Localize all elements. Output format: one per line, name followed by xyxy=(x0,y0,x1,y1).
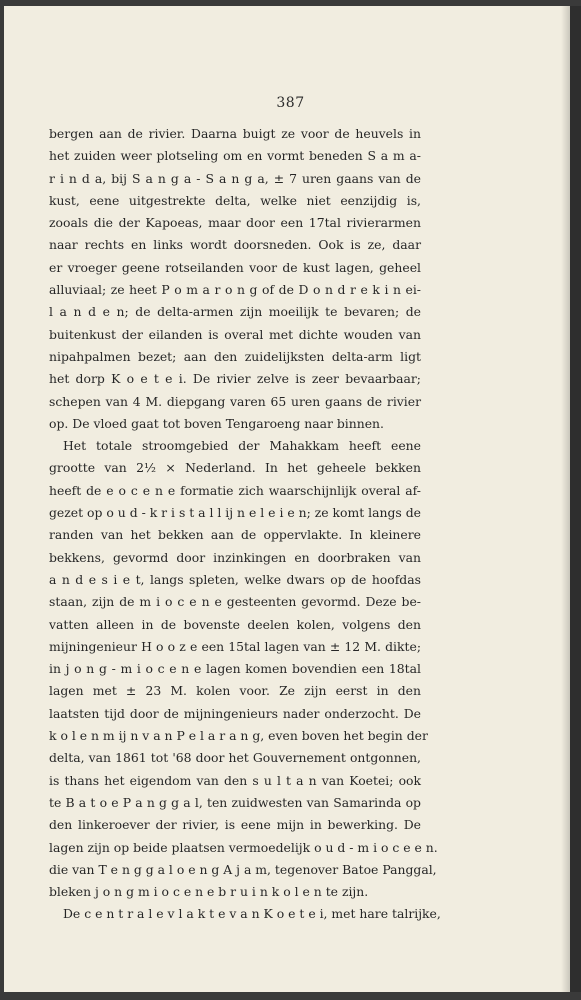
text-line: bleken j o n g m i o c e n e b r u i n k o l e n te zijn. xyxy=(49,884,369,900)
text-line: l a n d e n; de delta-armen zijn moeilijk te bevaren; de xyxy=(49,304,421,320)
text-line: naar rechts en links wordt doorsneden. Ook is ze, daar xyxy=(49,237,421,253)
text-line: in j o n g - m i o c e n e lagen komen bovendien een 18tal xyxy=(49,661,421,677)
text-line: kust, eene uitgestrekte delta, welke niet eenzijdig is, xyxy=(49,192,421,208)
text-line: a n d e s i e t, langs spleten, welke dwars op de hoofdas xyxy=(49,571,421,587)
text-line: is thans het eigendom van den s u l t a n van Koetei; ook xyxy=(49,772,421,788)
text-line: die van T e n g g a l o e n g A j a m, tegenover Batoe Panggal, xyxy=(49,861,437,877)
text-line: te B a t o e P a n g g a l, ten zuidwesten van Samarinda op xyxy=(49,794,421,810)
text-line: het dorp K o e t e i. De rivier zelve is zeer bevaarbaar; xyxy=(49,371,421,387)
page-number: 387 xyxy=(276,95,305,111)
text-line: k o l e n m ij n v a n P e l a r a n g, even boven het begin der xyxy=(49,728,428,744)
text-line: vatten alleen in de bovenste deelen kolen, volgens den xyxy=(49,616,421,632)
text-line: heeft de e o c e n e formatie zich waarschijnlijk overal af- xyxy=(49,482,421,498)
text-line: laatsten tijd door de mijningenieurs nader onderzocht. De xyxy=(49,705,421,721)
text-line: gezet op o u d - k r i s t a l l ij n e l e i e n; ze komt langs de xyxy=(49,505,421,521)
text-line: den linkeroever der rivier, is eene mijn in bewerking. De xyxy=(49,817,421,833)
text-line: lagen met ± 23 M. kolen voor. Ze zijn eerst in den xyxy=(49,683,421,699)
text-line: nipahpalmen bezet; aan den zuidelijksten delta-arm ligt xyxy=(49,348,421,364)
text-line: er vroeger geene rotseilanden voor de kust lagen, geheel xyxy=(49,259,421,275)
text-line: alluviaal; ze heet P o m a r o n g of de D o n d r e k i n ei- xyxy=(49,282,421,298)
text-line: delta, van 1861 tot '68 door het Gouvernement ontgonnen, xyxy=(49,750,421,766)
text-line: het zuiden weer plotseling om en vormt beneden S a m a- xyxy=(49,148,421,164)
text-line: mijningenieur H o o z e een 15tal lagen van ± 12 M. dikte; xyxy=(49,638,421,654)
body-text xyxy=(49,123,441,926)
text-line: bergen aan de rivier. Daarna buigt ze voor de heuvels in xyxy=(49,126,421,141)
text-line: grootte van 2½ × Nederland. In het geheele bekken xyxy=(49,460,421,476)
text-line: bekkens, gevormd door inzinkingen en doorbraken van xyxy=(49,549,421,565)
text-line: Het totale stroomgebied der Mahakkam heeft eene xyxy=(63,438,421,454)
text-line: zooals die der Kapoeas, maar door een 17tal rivierarmen xyxy=(49,215,421,231)
text-line: op. De vloed gaat tot boven Tengaroeng naar binnen. xyxy=(49,415,384,431)
book-fold-edge xyxy=(570,6,581,992)
text-line: schepen van 4 M. diepgang varen 65 uren gaans de rivier xyxy=(49,393,421,409)
text-line: r i n d a, bij S a n g a - S a n g a, ± 7 uren gaans van de xyxy=(49,170,421,186)
text-line: De c e n t r a l e v l a k t e v a n K o e t e i, met hare talrijke, xyxy=(63,906,441,922)
text-line: buitenkust der eilanden is overal met dichte wouden van xyxy=(49,326,421,342)
text-line: lagen zijn op beide plaatsen vermoedelijk o u d - m i o c e e n. xyxy=(49,839,438,855)
text-line: staan, zijn de m i o c e n e gesteenten gevormd. Deze be- xyxy=(49,594,421,610)
text-line: randen van het bekken aan de oppervlakte. In kleinere xyxy=(49,527,421,543)
